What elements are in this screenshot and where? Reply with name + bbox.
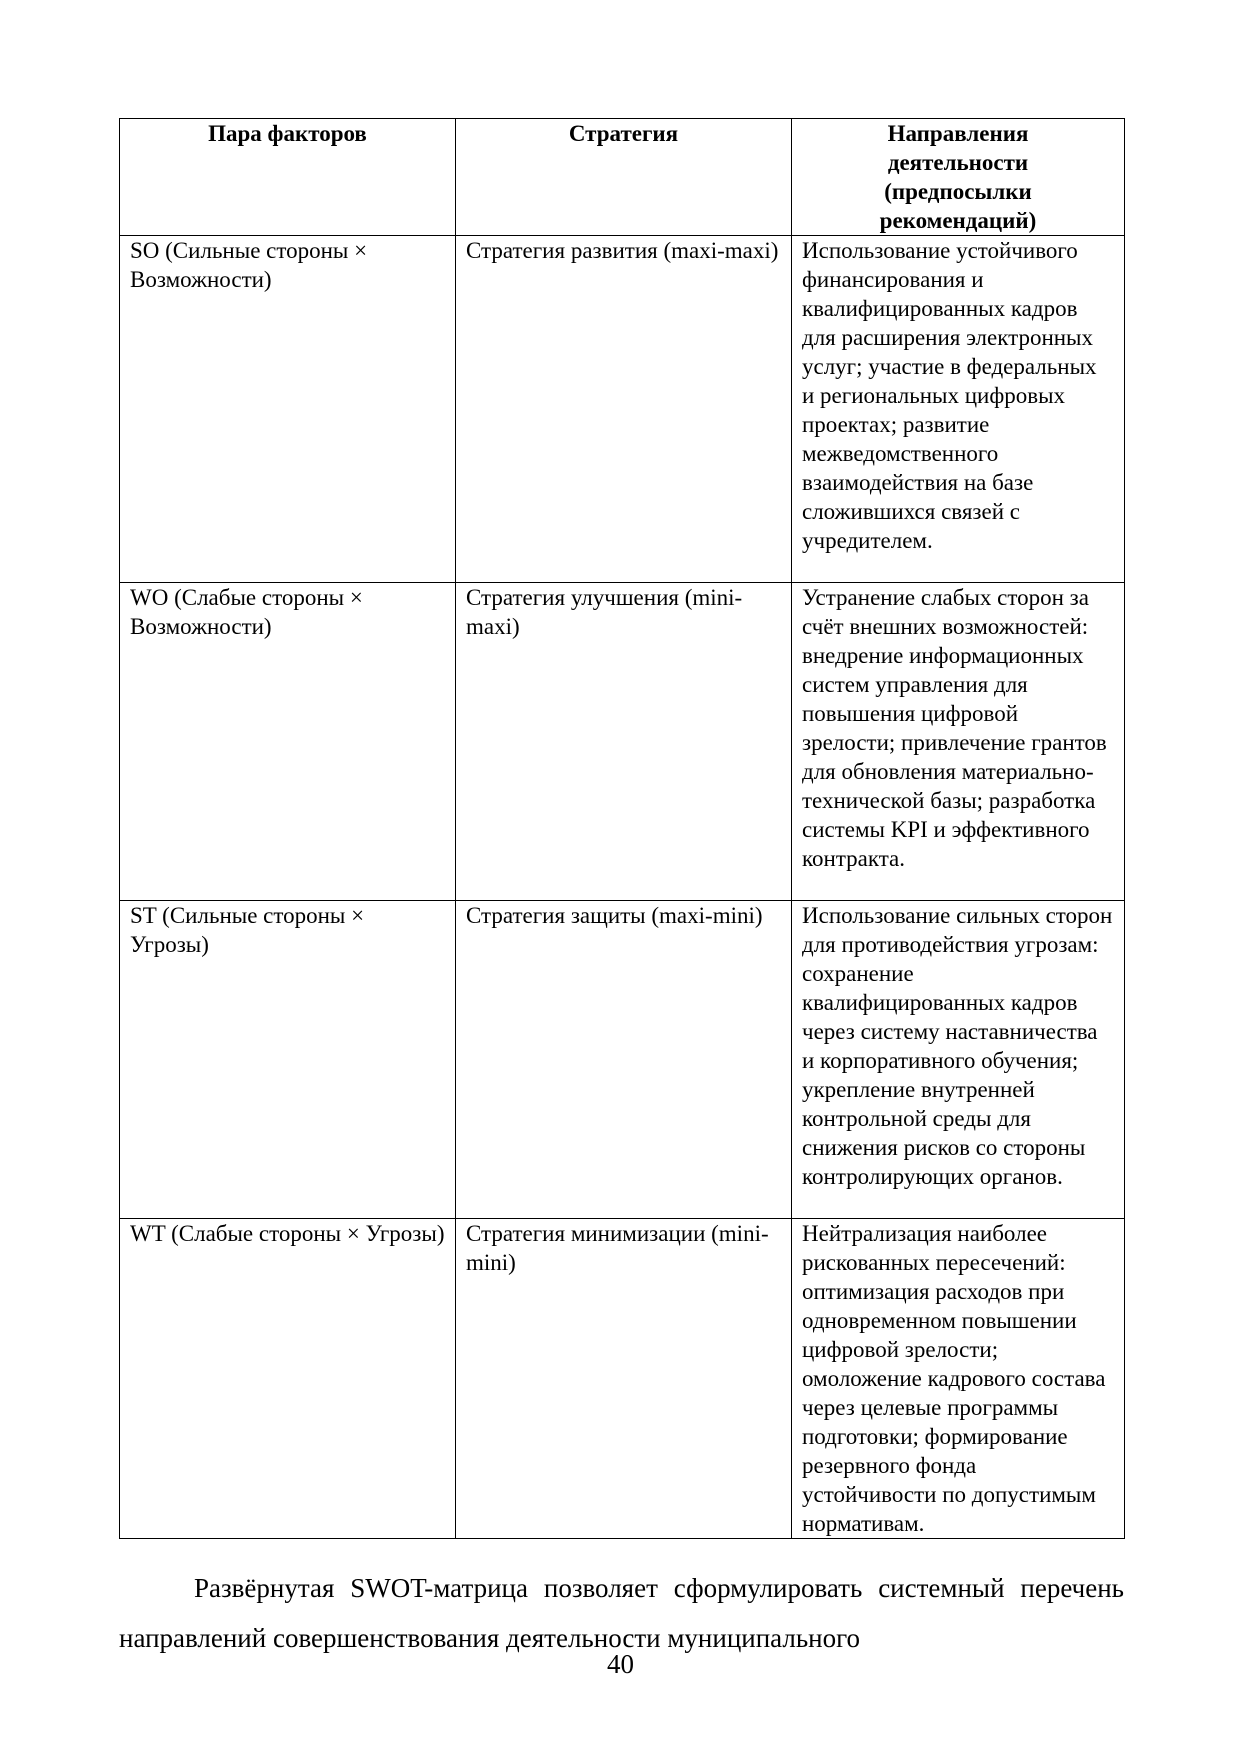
swot-matrix-table: [119, 118, 1125, 1539]
table-header-row: [120, 119, 1125, 236]
cell-directions: Нейтрализация наиболее рискованных пересечений: оптимизация расходов при одновременном повышении цифровой зрелости; омоложение кадрового состава через целевые программы подготовки; формирование резервного фонда устойчивости по допустимым нормативам.: [792, 1219, 1125, 1539]
cell-factor-pair: WO (Слабые стороны × Возможности): [120, 583, 456, 901]
table-row-wt: [120, 1219, 1125, 1539]
cell-directions: Использование устойчивого финансирования и квалифицированных кадров для расширения электронных услуг; участие в федеральных и региональных цифровых проектах; развитие межведомственного взаимодействия на базе сложившихся связей с учредителем.: [792, 236, 1125, 583]
cell-factor-pair: WT (Слабые стороны × Угрозы): [120, 1219, 456, 1539]
header-factor-pair: Пара факторов: [120, 119, 456, 236]
cell-strategy: Стратегия минимизации (mini-mini): [456, 1219, 792, 1539]
cell-factor-pair: SO (Сильные стороны × Возможности): [120, 236, 456, 583]
cell-strategy: Стратегия защиты (maxi-mini): [456, 901, 792, 1219]
header-strategy: Стратегия: [456, 119, 792, 236]
cell-directions: Устранение слабых сторон за счёт внешних возможностей: внедрение информационных систем управления для повышения цифровой зрелости; привлечение грантов для обновления материально-технической базы; разработка системы KPI и эффективного контракта.: [792, 583, 1125, 901]
cell-directions: Использование сильных сторон для противодействия угрозам: сохранение квалифицированных кадров через систему наставничества и корпоративного обучения; укрепление внутренней контрольной среды для снижения рисков со стороны контролирующих органов.: [792, 901, 1125, 1219]
table-row-st: [120, 901, 1125, 1219]
table-row-so: [120, 236, 1125, 583]
table-row-wo: [120, 583, 1125, 901]
body-paragraph: Развёрнутая SWOT-матрица позволяет сформулировать системный перечень направлений совершенствования деятельности муниципального: [119, 1573, 1124, 1653]
cell-strategy: Стратегия развития (maxi-maxi): [456, 236, 792, 583]
header-directions: Направления деятельности (предпосылки рекомендаций): [792, 119, 1125, 236]
cell-strategy: Стратегия улучшения (mini-maxi): [456, 583, 792, 901]
cell-factor-pair: ST (Сильные стороны × Угрозы): [120, 901, 456, 1219]
page-number: 40: [607, 1649, 634, 1679]
